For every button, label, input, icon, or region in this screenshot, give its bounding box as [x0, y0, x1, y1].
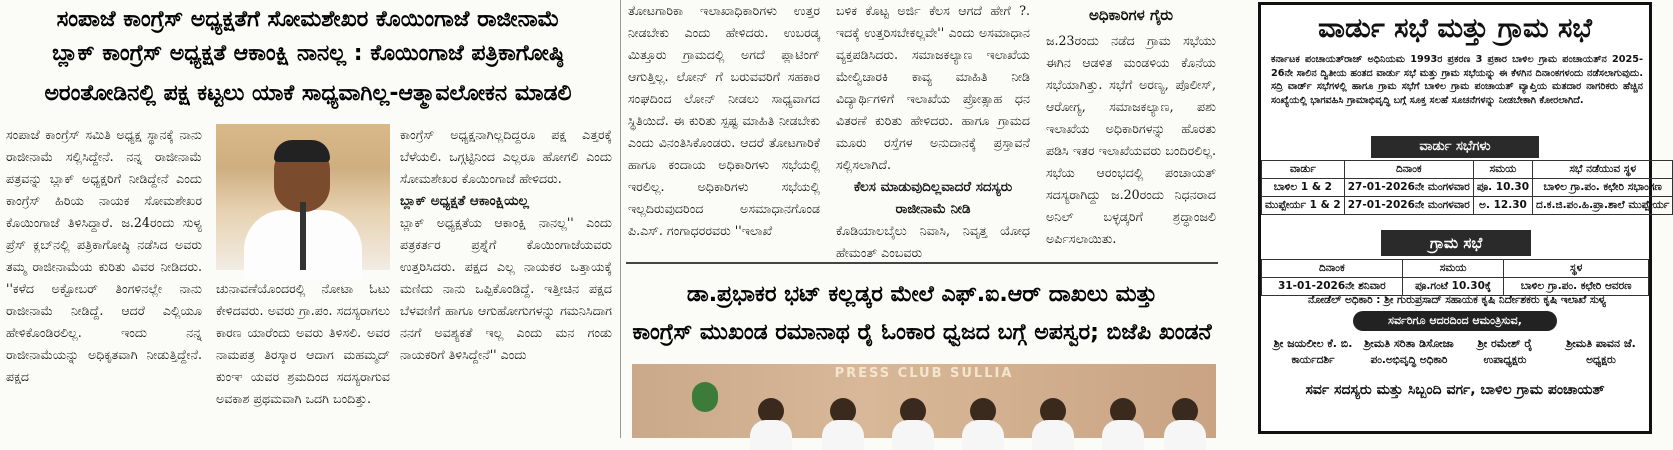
table-row — [1262, 179, 1673, 197]
signatory — [1457, 335, 1553, 369]
table-header: ಸಮಯ — [1473, 161, 1532, 179]
section-divider — [626, 262, 1218, 264]
table-header: ಸ್ಥಳ — [1504, 260, 1649, 278]
notice-title: ವಾರ್ಡು ಸಭೆ ಮತ್ತು ಗ್ರಾಮ ಸಭೆ — [1318, 13, 1592, 44]
signatory-role: ಅಧ್ಯಕ್ಷರು — [1586, 354, 1616, 366]
gram-sabha-label: ಗ್ರಾಮ ಸಭೆ — [1381, 230, 1531, 256]
middle-col2-para-1: ಬಳಿಕ ಕೊಟ್ಟ ಅರ್ಜಿ ಕೆಲಸ ಆಗದೆ ಹೇಗೆ ?. ಇದಕ್ಕೆ ಉತ್ತರಿಸಬೇಕಲ್ಲವೇ'' ಎಂದು ಅಸಮಾಧಾನ ವ್ಯಕ್ತಪಡಿಸಿದರು. ಸಮಾಜಕಲ್ಯಾಣ ಇಲಾಖೆಯ ಮೇಲ್ವಿಚಾರಕಿ ಕಾವ್ಯ ಮಾಹಿತಿ ನೀಡಿ ವಿದ್ಯಾರ್ಥಿಗಳಿಗೆ ಇಲಾಖೆಯ ಪ್ರೋತ್ಸಾಹ ಧನ ವಿತರಣೆ ಕುರಿತು ಹೇಳಿದರು. ಹಾಗೂ ಗ್ರಾಮದ ಮೂರು ರಸ್ತೆಗಳ ಅನುದಾನಕ್ಕೆ ಪ್ರಸ್ತಾವನೆ ಸಲ್ಲಿಸಲಾಗಿದೆ. — [836, 3, 1030, 172]
ward-meetings-label: ವಾರ್ಡು ಸಭೆಗಳು — [1371, 136, 1539, 158]
signatory-role: ಉಪಾಧ್ಯಕ್ಷರು — [1483, 354, 1527, 366]
notice-footer: ಸರ್ವ ಸದಸ್ಯರು ಮತ್ತು ಸಿಬ್ಬಂದಿ ವರ್ಗ, ಬಾಳಿಲ ಗ್ರಾಮ ಪಂಚಾಯತ್ — [1305, 382, 1605, 398]
somashekhar-photo — [216, 124, 390, 270]
invitation-pill: ಸರ್ವರಿಗೂ ಆದರದಿಂದ ಆಮಂತ್ರಿಸುವ, — [1353, 311, 1557, 331]
signatory-name: ಶ್ರೀಮತಿ ಸರಿತಾ ಡಿಸೋಜಾ — [1364, 337, 1454, 350]
subheading-resign-if-no-work: ಕೆಲಸ ಮಾಡುವುದಿಲ್ಲವಾದರೆ ಸದಸ್ಯರು ರಾಜೀನಾಮೆ ನೀಡಿ — [853, 179, 1013, 217]
middle-column-2 — [836, 0, 1030, 260]
press-club-banner: PRESS CLUB SULLIA — [834, 366, 1014, 381]
middle-col3-para: ಜ.23ರಂದು ನಡೆದ ಗ್ರಾಮ ಸಭೆಯು ಈಗಿನ ಆಡಳಿತ ಮಂಡಳಿಯ ಕೊನೆಯ ಸಭೆಯಾಗಿತ್ತು. ಸಭೆಗೆ ಅರಣ್ಯ, ಪೊಲೀಸ್, ಆರೋಗ್ಯ, ಸಮಾಜಕಲ್ಯಾಣ, ಪಶು ಇಲಾಖೆಯ ಅಧಿಕಾರಿಗಳನ್ನು ಹೊರತು ಪಡಿಸಿ ಇತರ ಇಲಾಖೆಯವರು ಬಂದಿರಲಿಲ್ಲ. ಸಭೆಯ ಆರಂಭದಲ್ಲಿ ಪಂಚಾಯತ್ ಸದಸ್ಯರಾಗಿದ್ದು ಜ.20ರಂದು ನಿಧನರಾದ ಅನಿಲ್ ಬಳ್ಳಡ್ಕರಿಗೆ ಶ್ರದ್ಧಾಂಜಲಿ ಅರ್ಪಿಸಲಾಯಿತು. — [1046, 33, 1216, 246]
table-header: ಸಭೆ ನಡೆಯುವ ಸ್ಥಳ — [1533, 161, 1673, 179]
signatory — [1361, 335, 1457, 369]
subheading-officials-absent: ಅಧಿಕಾರಿಗಳ ಗೈರು — [1088, 6, 1173, 24]
table-cell: ಅ. 12.30 — [1473, 197, 1532, 215]
signatory-name: ಶ್ರೀ ಜಯಲೀಲ ಕೆ. ಬಿ. — [1273, 337, 1353, 350]
headline-line-2: ಬ್ಲಾಕ್ ಕಾಂಗ್ರೆಸ್ ಅಧ್ಯಕ್ಷತೆ ಆಕಾಂಕ್ಷಿ ನಾನಲ್ಲ : ಕೊಯಿಂಗಾಜೆ ಪತ್ರಿಕಾಗೋಷ್ಠಿ — [52, 41, 564, 66]
story1-col3-para-1: ಕಾಂಗ್ರೆಸ್ ಅಧ್ಯಕ್ಷನಾಗಿಲ್ಲದಿದ್ದರೂ ಪಕ್ಷ ಎತ್ತರಕ್ಕೆ ಬೆಳೆಯಲಿ. ಒಗ್ಗಟ್ಟಿನಿಂದ ಎಲ್ಲರೂ ಹೋಗಲಿ ಎಂದು ಸೋಮಶೇಖರ ಕೊಯಿಂಗಾಜೆ ಹೇಳಿದರು. — [400, 127, 612, 186]
signatory-name: ಶ್ರೀ ರಮೇಶ್ ರೈ — [1477, 337, 1533, 350]
story1-col3-para-2: ಬ್ಲಾಕ್ ಅಧ್ಯಕ್ಷತೆಯ ಆಕಾಂಕ್ಷಿ ನಾನಲ್ಲ'' ಎಂದು ಪತ್ರಕರ್ತರ ಪ್ರಶ್ನೆಗೆ ಕೊಯಿಂಗಾಜೆಯವರು ಉತ್ತರಿಸಿದರು. ಪಕ್ಷದ ಎಲ್ಲ ನಾಯಕರ ಒತ್ತಾಯಕ್ಕೆ ಮಣಿದು ನಾನು ಒಪ್ಪಿಕೊಂಡಿದ್ದೆ. ಇತ್ತೀಚಿನ ಪಕ್ಷದ ಬೆಳವಣಿಗೆ ಹಾಗೂ ಆಗುಹೋಗುಗಳನ್ನು ಗಮನಿಸಿದಾಗ ನನಗೆ ಅವಶ್ಯಕತೆ ಇಲ್ಲ ಎಂದು ಮನ ಗಂಡು ನಾಯಕರಿಗೆ ತಿಳಿಸಿದ್ದೇನೆ'' ಎಂದು — [400, 215, 612, 362]
column-divider — [620, 0, 621, 438]
signatory — [1265, 335, 1361, 369]
ward-meetings-table — [1261, 160, 1673, 215]
headline-line-3: ಅರಂತೋಡಿನಲ್ಲಿ ಪಕ್ಷ ಕಟ್ಟಲು ಯಾಕೆ ಸಾಧ್ಯವಾಗಿಲ್ಲ-ಆತ್ಮಾವಲೋಕನ ಮಾಡಲಿ — [44, 81, 572, 106]
story1-column-2: ಚುನಾವಣೆಯೊಂದರಲ್ಲಿ ನೋಟಾ ಓಟು ಕೇಳಿದವರು. ಅವರು ಗ್ರಾ.ಪಂ. ಸದಸ್ಯರಾಗಲು ಕಾರಣ ಯಾರೆಂದು ಅವರು ತಿಳಿಸಲಿ. ಅವರ ನಾಮಪತ್ರ ತಿರಸ್ಕಾರ ಆದಾಗ ಮಹಮ್ಮದ್ ಕುಂಞ ಯವರ ಶ್ರಮದಿಂದ ಸದಸ್ಯರಾಗುವ ಅವಕಾಶ ಪ್ರಥಮವಾಗಿ ಒದಗಿ ಬಂದಿತ್ತು. — [216, 281, 390, 406]
table-cell: 31-01-2026ನೇ ಶನಿವಾರ — [1262, 278, 1403, 296]
table-row — [1262, 197, 1673, 215]
table-cell: ಬಾಳಿಲ 1 & 2 — [1262, 179, 1345, 197]
middle-column-3 — [1046, 0, 1216, 250]
table-header: ದಿನಾಂಕ — [1262, 260, 1403, 278]
signatories — [1265, 335, 1649, 375]
headline2-line-2: ಕಾಂಗ್ರೆಸ್ ಮುಖಂಡ ರಮಾನಾಥ ರೈ ಓಂಕಾರ ಧ್ವಜದ ಬಗ್ಗೆ ಅಪಸ್ವರ; ಬಿಜೆಪಿ ಖಂಡನೆ — [632, 320, 1212, 345]
middle-col2-para-2: ಕೊಡಿಯಾಲಬೈಲು ನಿವಾಸಿ, ನಿವೃತ್ತ ಯೋಧ ಹೇಮಂತ್ ಎಂಬವರು — [836, 223, 1030, 260]
middle-column-1: ತೋಟಗಾರಿಕಾ ಇಲಾಖಾಧಿಕಾರಿಗಳು ಉತ್ತರ ನೀಡಬೇಕು ಎಂದು ಹೇಳಿದರು. ಉಬರಡ್ಕ ಮಿತ್ತೂರು ಗ್ರಾಮದಲ್ಲಿ ಅಗದೆ ಪ್ಲಾಟಿಂಗ್ ಆಗುತ್ತಿಲ್ಲ. ಲೋನ್ ಗೆ ಬರುವವರಿಗೆ ಸಹಕಾರ ಸಂಘದಿಂದ ಲೋನ್ ನೀಡಲು ಸಾಧ್ಯವಾಗದ ಸ್ಥಿತಿಯಿದೆ. ಈ ಕುರಿತು ಸ್ಪಷ್ಟ ಮಾಹಿತಿ ನೀಡಬೇಕು ಎಂದು ವಿನಂತಿಸಿಕೊಂಡರು. ಆದರೆ ತೋಟಗಾರಿಕೆ ಹಾಗೂ ಕಂದಾಯ ಅಧಿಕಾರಿಗಳು ಸಭೆಯಲ್ಲಿ ಇರಲಿಲ್ಲ. ಅಧಿಕಾರಿಗಳು ಸಭೆಯಲ್ಲಿ ಇಲ್ಲದಿರುವುದರಿಂದ ಅಸಮಾಧಾನಗೊಂಡ ಪಿ.ಎಸ್. ಗಂಗಾಧರರವರು ''ಇಲಾಖೆ — [628, 3, 820, 238]
headline-line-1: ಸಂಪಾಜೆ ಕಾಂಗ್ರೆಸ್ ಅಧ್ಯಕ್ಷತೆಗೆ ಸೋಮಶೇಖರ ಕೊಯಿಂಗಾಜೆ ರಾಜೀನಾಮೆ — [56, 7, 560, 32]
story-somashekhar — [0, 0, 616, 438]
table-header-row — [1262, 260, 1649, 278]
subheading-not-aspirant: ಬ್ಲಾಕ್ ಅಧ್ಯಕ್ಷತೆ ಆಕಾಂಕ್ಷಿಯಲ್ಲ — [400, 193, 529, 209]
ward-gram-sabha-notice — [1258, 2, 1670, 434]
notice-intro: ಕರ್ನಾಟಕ ಪಂಚಾಯತ್‌ರಾಜ್ ಅಧಿನಿಯಮ 1993ರ ಪ್ರಕರಣ 3 ಪ್ರಕಾರ ಬಾಳಿಲ ಗ್ರಾಮ ಪಂಚಾಯತ್‌ನ 2025-26ನೇ ಸಾಲಿನ ದ್ವಿತೀಯ ಹಂತದ ವಾರ್ಡು ಸಭೆ ಮತ್ತು ಗ್ರಾಮ ಸಭೆಯನ್ನು ಈ ಕೆಳಗಿನ ದಿನಾಂಕಗಳಂದು ನಡೆಸಲಾಗುವುದು. ಸದ್ರಿ ವಾರ್ಡ್ ಸಭೆಗಳಲ್ಲಿ ಹಾಗೂ ಗ್ರಾಮ ಸಭೆಗೆ ಬಾಳಿಲ ಗ್ರಾಮ ಪಂಚಾಯತ್ ವ್ಯಾಪ್ತಿಯ ಮತದಾರ ನಾಗರಿಕರು ಹೆಚ್ಚಿನ ಸಂಖ್ಯೆಯಲ್ಲಿ ಭಾಗವಹಿಸಿ ಗ್ರಾಮಾಭಿವೃದ್ಧಿ ಬಗ್ಗೆ ಸೂಕ್ತ ಸಲಹೆ ಸೂಚನೆಗಳನ್ನು ನೀಡಬೇಕಾಗಿ ಕೋರಲಾಗಿದೆ. — [1271, 54, 1643, 106]
signatory-role: ಕಾರ್ಯದರ್ಶಿ — [1291, 354, 1335, 366]
table-header: ವಾರ್ಡು — [1262, 161, 1345, 179]
table-cell: ಪೂ. 10.30 — [1473, 179, 1532, 197]
nodal-officer: ನೋಡೆಲ್ ಅಧಿಕಾರಿ : ಶ್ರೀ ಗುರುಪ್ರಸಾದ್ ಸಹಾಯಕ ಕೃಷಿ ನಿರ್ದೇಶಕರು ಕೃಷಿ ಇಲಾಖೆ ಸುಳ್ಯ — [1308, 294, 1606, 306]
story1-column-1: ಸಂಪಾಜೆ ಕಾಂಗ್ರೆಸ್ ಸಮಿತಿ ಅಧ್ಯಕ್ಷ ಸ್ಥಾನಕ್ಕೆ ನಾನು ರಾಜೀನಾಮೆ ಸಲ್ಲಿಸಿದ್ದೇನೆ. ನನ್ನ ರಾಜೀನಾಮೆ ಪತ್ರವನ್ನು ಬ್ಲಾಕ್ ಅಧ್ಯಕ್ಷರಿಗೆ ನೀಡಿದ್ದೇನೆ ಎಂದು ಕಾಂಗ್ರೆಸ್ ಹಿರಿಯ ನಾಯಕ ಸೋಮಶೇಖರ ಕೊಯಿಂಗಾಜೆ ತಿಳಿಸಿದ್ದಾರೆ. ಜ.24ರಂದು ಸುಳ್ಯ ಪ್ರೆಸ್ ಕ್ಲಬ್‌ನಲ್ಲಿ ಪತ್ರಿಕಾಗೋಷ್ಠಿ ನಡೆಸಿದ ಅವರು ತಮ್ಮ ರಾಜೀನಾಮೆಯ ಕುರಿತು ವಿವರ ನೀಡಿದರು. ''ಕಳೆದ ಅಕ್ಟೋಬರ್ ತಿಂಗಳಿನಲ್ಲೇ ನಾನು ರಾಜೀನಾಮೆ ನೀಡಿದ್ದೆ. ಆದರೆ ಎಲ್ಲಿಯೂ ಹೇಳಿಕೊಂಡಿರಲಿಲ್ಲ. ಇಂದು ನನ್ನ ರಾಜೀನಾಮೆಯನ್ನು ಅಧಿಕೃತವಾಗಿ ನೀಡುತ್ತಿದ್ದೇನೆ. ಪಕ್ಷದ — [6, 127, 202, 384]
press-club-photo — [632, 364, 1216, 438]
table-cell: ಬಾಳಿಲ ಗ್ರಾ.ಪಂ. ಕಛೇರಿ ಆವರಣ — [1504, 278, 1649, 296]
table-cell: ಪೂ.ಗಂಟೆ 10.30ಕ್ಕೆ — [1402, 278, 1504, 296]
headline2-line-1: ಡಾ.ಪ್ರಭಾಕರ ಭಟ್ ಕಲ್ಲಡ್ಕರ ಮೇಲೆ ಎಫ್.ಐ.ಆರ್ ದಾಖಲು ಮತ್ತು — [686, 282, 1158, 307]
table-header: ಸಮಯ — [1402, 260, 1504, 278]
signatory-role: ಪಂ.ಅಭಿವೃದ್ಧಿ ಅಧಿಕಾರಿ — [1370, 354, 1448, 366]
table-cell: ಮುಪ್ಪೇರ್ಯ 1 & 2 — [1262, 197, 1345, 215]
table-cell: 27-01-2026ನೇ ಮಂಗಳವಾರ — [1344, 197, 1473, 215]
signatory-name: ಶ್ರೀಮತಿ ಪಾವನ ಜೆ. — [1566, 337, 1636, 350]
story1-column-3 — [400, 124, 612, 438]
table-cell: ಬಾಳಿಲ ಗ್ರಾ.ಪಂ. ಕಛೇರಿ ಸಭಾಂಗಣ — [1533, 179, 1673, 197]
table-header-row — [1262, 161, 1673, 179]
table-cell: 27-01-2026ನೇ ಮಂಗಳವಾರ — [1344, 179, 1473, 197]
table-cell: ದ.ಕ.ಜಿ.ಪಂ.ಹಿ.ಪ್ರಾ.ಶಾಲೆ ಮುಪ್ಪೇರ್ಯ — [1533, 197, 1673, 215]
signatory — [1553, 335, 1649, 369]
table-header: ದಿನಾಂಕ — [1344, 161, 1473, 179]
